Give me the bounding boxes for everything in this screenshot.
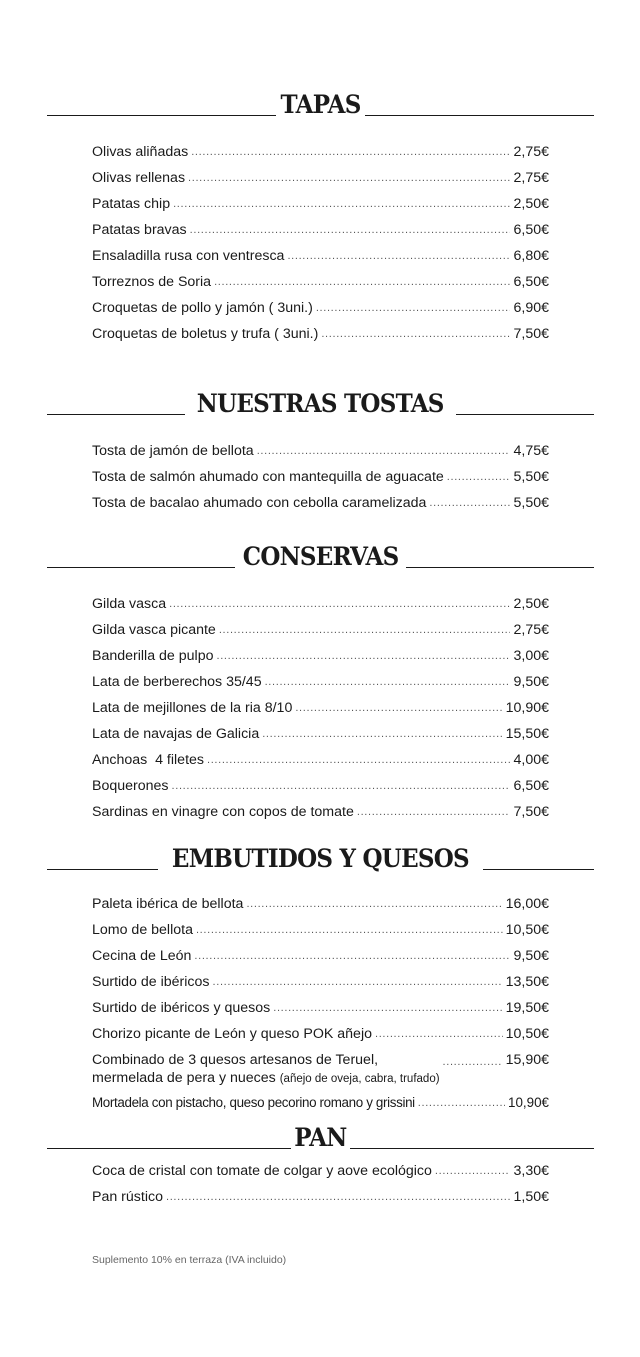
item-price: 16,00€ [505,896,549,912]
dot-leader [190,217,511,243]
menu-item [92,139,549,165]
dot-leader [375,1021,503,1047]
item-name: Patatas chip [92,196,171,212]
menu-item [92,269,549,295]
section-title: CONSERVAS [242,542,399,571]
item-name: Banderilla de pulpo [92,648,214,664]
menu-item [92,643,549,669]
menu-item [92,773,549,799]
item-name: Coca de cristal con tomate de colgar y aove ecológico [92,1163,432,1179]
menu-item [92,217,549,243]
dot-leader [429,490,510,516]
item-name: Anchoas 4 filetes [92,752,204,768]
dot-leader [196,917,503,943]
dot-leader [418,1090,505,1116]
heading-rule-left [47,115,276,116]
item-name: Lata de mejillones de la ria 8/10 [92,700,293,716]
dot-leader [295,695,502,721]
item-name: Torreznos de Soria [92,274,212,290]
item-name: Olivas rellenas [92,170,186,186]
item-price: 10,90€ [508,1095,549,1110]
heading-rule-right [483,869,594,870]
item-name: Sardinas en vinagre con copos de tomate [92,804,354,820]
menu-item [92,321,549,347]
heading-rule-left [47,414,185,415]
menu-item [92,1184,549,1210]
item-price: 3,30€ [513,1163,549,1179]
conservas-list [92,591,549,825]
dot-leader [169,591,510,617]
item-price: 2,75€ [513,622,549,638]
item-name-line1: Combinado de 3 quesos artesanos de Teruel, [92,1052,379,1068]
item-price: 6,80€ [513,248,549,264]
item-price: 10,50€ [505,922,549,938]
item-price: 6,50€ [513,274,549,290]
item-price: 9,50€ [513,948,549,964]
item-name: Surtido de ibéricos y quesos [92,1000,271,1016]
menu-item [92,669,549,695]
menu-item [92,191,549,217]
item-price: 2,75€ [513,170,549,186]
dot-leader [246,891,502,917]
item-price: 6,50€ [513,222,549,238]
item-price: 7,50€ [513,804,549,820]
item-name [92,1051,440,1088]
item-price: 15,50€ [505,726,549,742]
menu-item [92,490,549,516]
dot-leader [188,165,510,191]
item-price: 2,50€ [513,196,549,212]
menu-item [92,1090,549,1116]
menu-item [92,995,549,1021]
embutidos-list [92,891,549,1116]
item-name: Croquetas de boletus y trufa ( 3uni.) [92,326,319,342]
item-name: Chorizo picante de León y queso POK añejo [92,1026,372,1042]
dot-leader [214,269,510,295]
item-price: 13,50€ [505,974,549,990]
heading-rule-right [456,414,594,415]
item-name: Paleta ibérica de bellota [92,896,244,912]
item-name: Ensaladilla rusa con ventresca [92,248,285,264]
item-price: 4,00€ [513,752,549,768]
item-price: 7,50€ [513,326,549,342]
dot-leader [357,799,511,825]
menu-item [92,891,549,917]
item-name: Olivas aliñadas [92,144,189,160]
section-heading-pan [47,1125,594,1151]
item-price: 2,50€ [513,596,549,612]
item-price: 19,50€ [505,1000,549,1016]
heading-rule-left [47,869,158,870]
item-name: Surtido de ibéricos [92,974,210,990]
item-name: Boquerones [92,778,169,794]
pan-list [92,1158,549,1210]
heading-rule-left [47,567,235,568]
dot-leader [257,438,511,464]
section-title: PAN [294,1123,347,1152]
menu-item [92,917,549,943]
dot-leader [191,139,510,165]
dot-leader [273,995,502,1021]
dot-leader [321,321,510,347]
item-name: Lata de navajas de Galicia [92,726,260,742]
item-name: Tosta de bacalao ahumado con cebolla caramelizada [92,495,427,511]
item-name: Patatas bravas [92,222,187,238]
dot-leader [194,943,510,969]
heading-rule-right [365,115,594,116]
dot-leader [172,773,511,799]
heading-rule-left [47,1148,291,1149]
item-price: 3,00€ [513,648,549,664]
item-price: 9,50€ [513,674,549,690]
item-name: Lomo de bellota [92,922,193,938]
dot-leader [265,669,511,695]
menu-item [92,617,549,643]
section-heading-tostas [47,391,594,417]
dot-leader [435,1158,511,1184]
tostas-list [92,438,549,516]
menu-item [92,943,549,969]
dot-leader [219,617,511,643]
item-price: 15,90€ [505,1052,549,1068]
menu-item [92,165,549,191]
tapas-list [92,139,549,347]
dot-leader [316,295,511,321]
dot-leader [173,191,510,217]
item-price: 5,50€ [513,495,549,511]
section-heading-conservas [47,544,594,570]
menu-item [92,969,549,995]
heading-rule-right [406,567,594,568]
dot-leader [216,643,510,669]
item-name: Cecina de León [92,948,192,964]
item-price: 2,75€ [513,144,549,160]
item-price: 10,50€ [505,1026,549,1042]
section-heading-embutidos [47,846,594,872]
item-price: 6,50€ [513,778,549,794]
menu-item [92,438,549,464]
item-name: Lata de berberechos 35/45 [92,674,262,690]
section-title: EMBUTIDOS Y QUESOS [171,844,470,873]
item-name: Pan rústico [92,1189,163,1205]
item-price: 5,50€ [513,469,549,485]
menu-item [92,747,549,773]
menu-item [92,799,549,825]
dot-leader [213,969,503,995]
section-heading-tapas [47,92,594,118]
heading-rule-right [350,1148,594,1149]
item-name: Tosta de salmón ahumado con mantequilla de aguacate [92,469,444,485]
item-name: Gilda vasca picante [92,622,216,638]
item-name-line2: mermelada de pera y nueces [92,1070,276,1086]
menu-item [92,1021,549,1047]
dot-leader [447,464,511,490]
menu-item [92,464,549,490]
menu-item [92,1158,549,1184]
item-name: Tosta de jamón de bellota [92,443,254,459]
menu-item [92,243,549,269]
menu-item [92,295,549,321]
dot-leader [443,1055,503,1069]
menu-item [92,695,549,721]
section-title: TAPAS [280,90,361,119]
item-note: (añejo de oveja, cabra, trufado) [279,1073,440,1085]
dot-leader [166,1184,511,1210]
dot-leader [287,243,510,269]
menu-item-combinado [92,1047,549,1090]
item-name: Mortadela con pistacho, queso pecorino romano y grissini [92,1095,415,1110]
item-price: 6,90€ [513,300,549,316]
item-name: Gilda vasca [92,596,167,612]
item-price: 1,50€ [513,1189,549,1205]
menu-item [92,721,549,747]
section-title: NUESTRAS TOSTAS [197,389,444,418]
item-price: 10,90€ [505,700,549,716]
menu-item [92,591,549,617]
item-price: 4,75€ [513,443,549,459]
dot-leader [262,721,502,747]
footer-note: Suplemento 10% en terraza (IVA incluido) [92,1254,287,1266]
item-name: Croquetas de pollo y jamón ( 3uni.) [92,300,313,316]
dot-leader [207,747,510,773]
